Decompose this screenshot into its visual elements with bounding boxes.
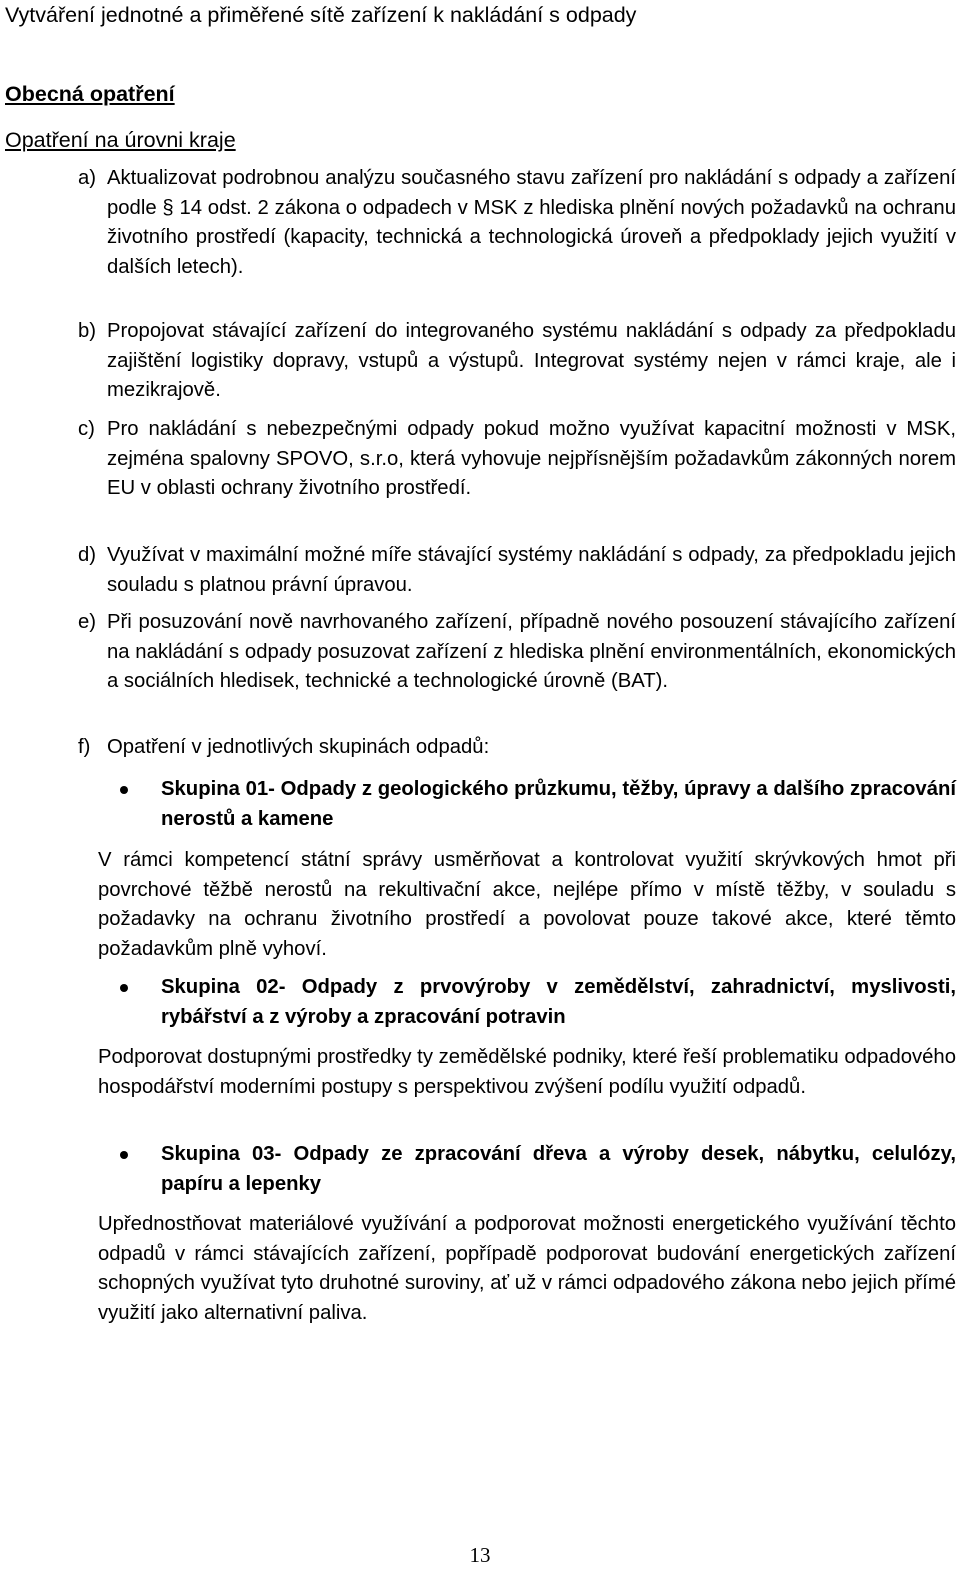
measure-item-a bbox=[78, 164, 956, 282]
item-text: Propojovat stávající zařízení do integrovaného systému nakládání s odpady za předpokladu zajištění logistiky dopravy, vstupů a výstupů. Integrovat systémy nejen v rámci kraje, ale i mezikrajově. bbox=[107, 320, 956, 402]
page-number: 13 bbox=[469, 1543, 491, 1567]
group-02-heading: Skupina 02- Odpady z prvovýroby v zemědělství, zahradnictví, myslivosti, rybářství a z výroby a zpracování potravin bbox=[120, 973, 956, 1032]
bullet-icon bbox=[120, 984, 128, 992]
measure-item-d bbox=[78, 541, 956, 600]
item-label: b) bbox=[78, 320, 97, 342]
item-label: a) bbox=[78, 167, 97, 189]
section-heading: Obecná opatření bbox=[5, 82, 175, 106]
document-title: Vytváření jednotné a přiměřené sítě zařízení k nakládání s odpady bbox=[5, 3, 637, 27]
item-text: Opatření v jednotlivých skupinách odpadů: bbox=[107, 736, 490, 758]
item-label: f) bbox=[78, 736, 91, 758]
measure-item-c bbox=[78, 415, 956, 504]
bullet-icon bbox=[120, 786, 128, 794]
item-label: d) bbox=[78, 544, 97, 566]
subsection-heading: Opatření na úrovni kraje bbox=[5, 128, 236, 152]
bullet-icon bbox=[120, 1151, 128, 1159]
item-label: e) bbox=[78, 611, 97, 633]
measure-item-f bbox=[78, 733, 956, 763]
item-text: Při posuzování nově navrhovaného zařízení, případně nového posouzení stávajícího zařízení na nakládání s odpady posuzovat zařízení z hlediska plnění environmentálních, ekonomických a sociálních hledisek, technické a technologické úrovně (BAT). bbox=[107, 611, 956, 693]
group-03-heading: Skupina 03- Odpady ze zpracování dřeva a výroby desek, nábytku, celulózy, papíru a lepenky bbox=[120, 1140, 956, 1199]
group-01-text: V rámci kompetencí státní správy usměrňovat a kontrolovat využití skrývkových hmot při povrchové těžbě nerostů na rekultivační akce, nejlépe přímo v místě těžby, v souladu s požadavky na ochranu životního prostředí a povolovat pouze takové akce, které těmto požadavkům plně vyhoví. bbox=[98, 849, 956, 960]
item-text: Využívat v maximální možné míře stávající systémy nakládání s odpady, za předpokladu jejich souladu s platnou právní úpravou. bbox=[107, 544, 956, 596]
measure-item-e bbox=[78, 608, 956, 697]
item-text: Pro nakládání s nebezpečnými odpady pokud možno využívat kapacitní možnosti v MSK, zejména spalovny SPOVO, s.r.o, která vyhovuje nejpřísnějším požadavkům zákonných norem EU v oblasti ochrany životního prostředí. bbox=[107, 418, 956, 500]
group-03-text: Upřednostňovat materiálové využívání a podporovat možnosti energetického využívání těchto odpadů v rámci stávajících zařízení, popřípadě podporovat budování energetických zařízení schopných využívat tyto druhotné suroviny, ať už v rámci odpadového zákona nebo jejich přímé využití jako alternativní paliva. bbox=[98, 1213, 956, 1324]
group-01-heading: Skupina 01- Odpady z geologického průzkumu, těžby, úpravy a dalšího zpracování nerostů a kamene bbox=[120, 775, 956, 834]
item-label: c) bbox=[78, 418, 95, 440]
item-text: Aktualizovat podrobnou analýzu současného stavu zařízení pro nakládání s odpady a zařízení podle § 14 odst. 2 zákona o odpadech v MSK z hlediska plnění nových požadavků na ochranu životního prostředí (kapacity, technická a technologická úroveň a předpoklady jejich využití v dalších letech). bbox=[107, 167, 956, 278]
measure-item-b bbox=[78, 317, 956, 406]
group-02-text: Podporovat dostupnými prostředky ty zemědělské podniky, které řeší problematiku odpadového hospodářství moderními postupy s perspektivou zvýšení podílu využití odpadů. bbox=[98, 1046, 956, 1098]
